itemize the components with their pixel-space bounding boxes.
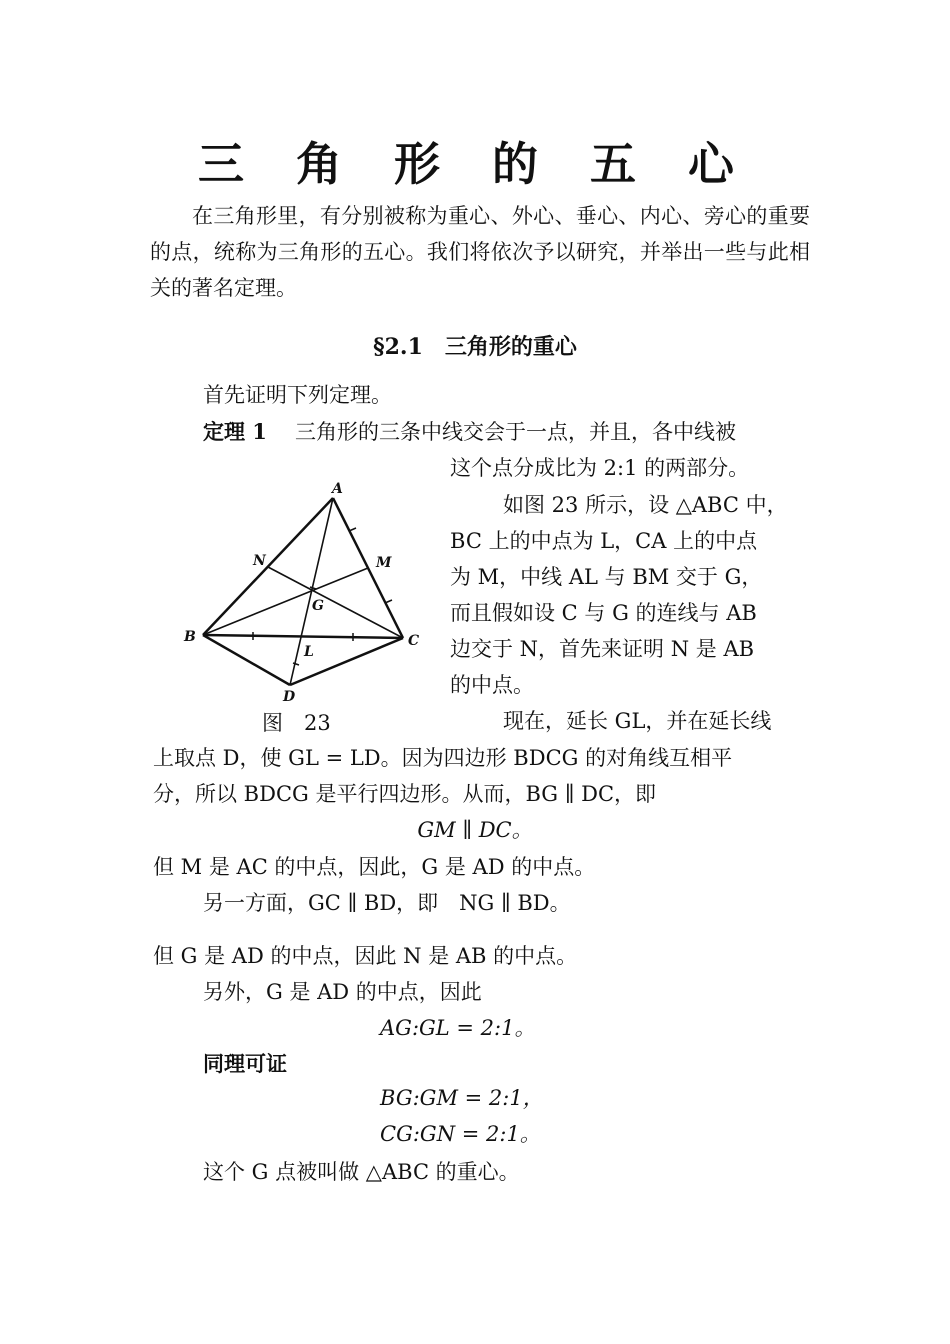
theorem-label: 定理 1 xyxy=(203,419,267,444)
right-text-line-1: 如图 23 所示，设 △ABC 中， xyxy=(503,493,788,517)
intro-paragraph xyxy=(150,198,810,306)
label-A: A xyxy=(332,481,343,497)
label-L: L xyxy=(304,644,314,660)
proof-conclusion: 这个 G 点被叫做 △ABC 的重心。 xyxy=(203,1160,520,1184)
lead-sentence: 首先证明下列定理。 xyxy=(203,383,392,407)
proof-line-5: 另一方面，GC ∥ BD，即 NG ∥ BD。 xyxy=(203,891,571,915)
equation-gm-parallel-dc: GM ∥ DC。 xyxy=(417,818,533,842)
right-text-line-3: 为 M，中线 AL 与 BM 交于 G， xyxy=(450,565,763,589)
proof-line-3: 分，所以 BDCG 是平行四边形。从而，BG ∥ DC，即 xyxy=(153,782,657,806)
right-text-line-5: 边交于 N，首先来证明 N 是 AB xyxy=(450,637,755,661)
triangle-figure xyxy=(170,475,440,715)
proof-line-4: 但 M 是 AC 的中点，因此，G 是 AD 的中点。 xyxy=(153,855,596,879)
label-M: M xyxy=(376,555,392,571)
label-G: G xyxy=(312,598,324,614)
label-C: C xyxy=(408,633,420,649)
theorem-line-2: 这个点分成比为 2:1 的两部分。 xyxy=(450,456,750,480)
proof-line-7: 另外，G 是 AD 的中点，因此 xyxy=(203,980,482,1004)
right-text-line-4: 而且假如设 C 与 G 的连线与 AB xyxy=(450,601,757,625)
proof-line-now: 现在，延长 GL，并在延长线 xyxy=(503,709,772,733)
right-text-line-2: BC 上的中点为 L，CA 上的中点 xyxy=(450,529,758,553)
proof-line-2: 上取点 D，使 GL = LD。因为四边形 BDCG 的对角线互相平 xyxy=(153,746,733,770)
label-B: B xyxy=(184,629,196,645)
figure-caption: 图 23 xyxy=(262,711,331,735)
page-title: 三 角 形 的 五 心 xyxy=(197,137,753,191)
equation-bg-gm: BG:GM = 2:1， xyxy=(380,1086,544,1110)
proof-line-6: 但 G 是 AD 的中点，因此 N 是 AB 的中点。 xyxy=(153,944,578,968)
intro-text: 在三角形里，有分别被称为重心、外心、垂心、内心、旁心的重要的点，统称为三角形的五心。我们将依次予以研究，并举出一些与此相关的著名定理。 xyxy=(150,204,810,300)
side-BC xyxy=(203,635,403,638)
section-heading: §2.1 三角形的重心 xyxy=(373,334,577,360)
theorem-line-1: 三角形的三条中线交会于一点，并且，各中线被 xyxy=(295,420,736,444)
segment-BD xyxy=(203,635,290,685)
right-text-line-6: 的中点。 xyxy=(450,673,534,697)
side-AB xyxy=(203,498,333,635)
segment-CN xyxy=(268,567,403,638)
equation-ag-gl: AG:GL = 2:1。 xyxy=(380,1016,536,1040)
label-N: N xyxy=(253,553,266,569)
equation-cg-gn: CG:GN = 2:1。 xyxy=(380,1122,541,1146)
label-D: D xyxy=(283,689,296,705)
proof-line-8: 同理可证 xyxy=(203,1051,287,1076)
median-BM xyxy=(203,568,368,635)
